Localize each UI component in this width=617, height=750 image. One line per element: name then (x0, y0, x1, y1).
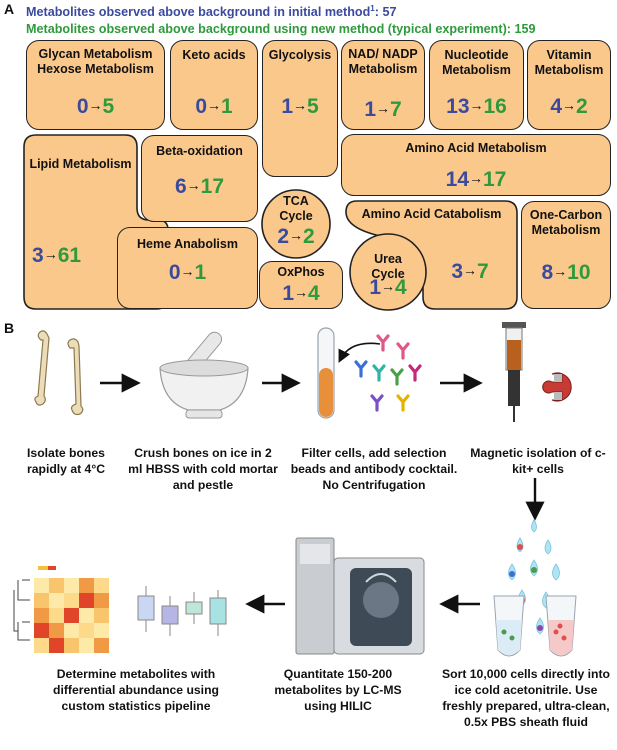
droplet-tubes-icon (494, 520, 576, 656)
mortar-pestle-icon (160, 329, 248, 418)
pathway-box-beta-oxidation (141, 135, 258, 222)
arrow-icon: → (381, 278, 395, 294)
pathway-box-heme (117, 227, 258, 309)
box-title: Urea Cycle (371, 252, 405, 281)
arrow-icon: → (180, 263, 195, 279)
header-footnote: 1 (370, 4, 375, 13)
value-old: 0 (195, 95, 207, 118)
box-value (27, 96, 164, 117)
value-old: 1 (281, 95, 293, 118)
value-new: 10 (567, 261, 591, 284)
value-old: 0 (76, 95, 89, 118)
header-new-method: Metabolites observed above background using new method (typical experiment): 159 (26, 22, 536, 36)
box-value (142, 176, 257, 197)
box-title: Nucleotide Metabolism (442, 48, 511, 77)
header-initial-text: Metabolites observed above background in initial method (26, 5, 371, 20)
value-old: 6 (174, 175, 187, 198)
box-title: TCA Cycle (279, 194, 313, 223)
box-value (171, 96, 257, 117)
test-tube-antibody-icon (318, 328, 420, 418)
value-new: 2 (576, 95, 588, 118)
arrow-icon: → (376, 100, 390, 116)
panel-b-letter: B (4, 320, 15, 336)
arrow-icon: → (289, 227, 303, 243)
mass-spectrometer-icon (296, 538, 424, 654)
box-value (32, 245, 81, 266)
box-title: OxPhos (277, 265, 325, 279)
value-new: 1 (221, 95, 233, 118)
pathway-box-nad (341, 40, 425, 130)
value-old: 1 (282, 282, 294, 305)
value-new: 5 (102, 95, 115, 118)
step-caption-magnet: Magnetic isolation of c-kit+ cells (470, 446, 606, 476)
value-old: 0 (168, 261, 181, 284)
arrow-icon: → (43, 246, 58, 262)
panel-a-letter: A (4, 1, 15, 17)
box-title: Heme Anabolism (137, 237, 238, 251)
box-title: Amino Acid Catabolism (361, 207, 502, 221)
pathway-box-amino-acid (341, 134, 611, 196)
box-value (430, 96, 523, 117)
box-title: Glycan Metabolism Hexose Metabolism (37, 47, 154, 76)
value-old: 3 (451, 260, 463, 283)
heatmap-boxplot-icon (14, 566, 226, 653)
value-old: 3 (32, 244, 44, 267)
box-value (342, 169, 610, 190)
box-title: One-Carbon Metabolism (529, 208, 603, 237)
step-caption-stats: Determine metabolites with differential abundance using custom statistics pipeline (53, 667, 219, 713)
value-new: 17 (200, 175, 225, 198)
step-caption-lcms: Quantitate 150-200 metabolites by LC-MS using HILIC (274, 667, 402, 713)
header-initial-count: : 57 (374, 5, 397, 20)
step-caption-bones: Isolate bones rapidly at 4°C (26, 446, 106, 476)
arrow-icon: → (469, 97, 484, 113)
pathway-box-one-carbon (521, 201, 611, 309)
value-new: 17 (483, 168, 507, 191)
value-new: 1 (194, 261, 207, 284)
bone-icon (35, 331, 83, 415)
pathway-box-nucleotide (429, 40, 524, 130)
box-value (118, 262, 257, 283)
arrow-icon: → (469, 170, 483, 186)
box-value (423, 261, 517, 282)
box-title: Amino Acid Metabolism (405, 141, 547, 155)
pathway-box-vitamin (527, 40, 611, 130)
pathway-box-oxphos (259, 261, 343, 309)
value-new: 61 (57, 244, 82, 267)
box-value (528, 96, 610, 117)
box-title: Beta-oxidation (156, 144, 243, 158)
box-value (522, 262, 610, 283)
value-old: 1 (369, 276, 381, 299)
step-caption-filter: Filter cells, add selection beads and antibody cocktail. No Centrifugation (290, 446, 458, 492)
box-title: Vitamin Metabolism (534, 48, 604, 77)
step-caption-mortar: Crush bones on ice in 2 ml HBSS with cold mortar and pestle (128, 446, 278, 492)
value-old: 8 (541, 261, 554, 284)
step-caption-sort: Sort 10,000 cells directly into ice cold acetonitrile. Use freshly prepared, ultra-clean, 0.5x PBS sheath fluid (442, 667, 610, 729)
pathway-box-tca (262, 190, 330, 258)
arrow-icon: → (207, 97, 221, 113)
arrow-icon: → (553, 263, 568, 279)
value-old: 4 (550, 95, 562, 118)
box-value (263, 96, 337, 117)
value-new: 5 (307, 95, 319, 118)
pathway-box-glycolysis (262, 40, 338, 177)
box-value (260, 283, 342, 304)
value-new: 7 (477, 260, 489, 283)
box-value (342, 99, 424, 120)
arrow-icon: → (88, 97, 103, 113)
box-title: Keto acids (182, 48, 246, 62)
arrow-icon: → (463, 262, 477, 278)
value-old: 1 (364, 98, 376, 121)
value-new: 4 (308, 282, 320, 305)
value-new: 2 (303, 225, 315, 248)
arrow-icon: → (293, 97, 307, 113)
arrow-icon: → (294, 284, 308, 300)
pathway-box-glycan (26, 40, 165, 130)
value-new: 4 (395, 276, 407, 299)
value-old: 2 (277, 225, 289, 248)
box-title: Lipid Metabolism (29, 157, 132, 171)
arrow-icon: → (562, 97, 576, 113)
box-title: Glycolysis (268, 48, 332, 62)
value-new: 7 (390, 98, 402, 121)
arrow-icon: → (186, 177, 201, 193)
pathway-box-urea (350, 234, 426, 310)
box-value (350, 277, 426, 298)
value-old: 13 (446, 95, 470, 118)
box-title: NAD/ NADP Metabolism (348, 47, 418, 76)
value-old: 14 (445, 168, 469, 191)
pathway-box-keto (170, 40, 258, 130)
magnet-syringe-icon (502, 322, 571, 422)
value-new: 16 (483, 95, 507, 118)
box-value (262, 226, 330, 247)
